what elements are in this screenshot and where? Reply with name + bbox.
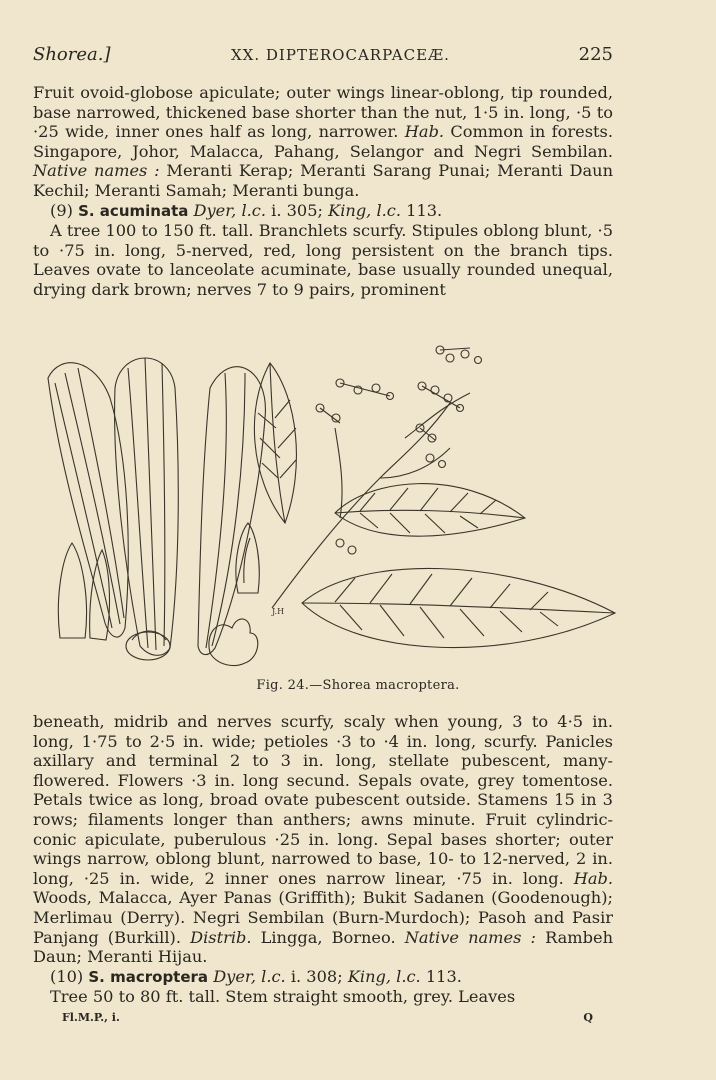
figure-caption: Fig. 24.—Shorea macroptera. xyxy=(256,678,460,693)
paragraph-macroptera-description: Tree 50 to 80 ft. tall. Stem straight smooth, grey. Leaves xyxy=(50,987,516,1007)
illustrator-signature: J.H xyxy=(272,607,285,616)
text-block-bottom xyxy=(33,712,613,1007)
leaf-upper xyxy=(254,363,296,523)
running-head xyxy=(33,44,613,70)
running-head-family: XX. DIPTEROCARPACEÆ. xyxy=(231,46,450,64)
text-block-top xyxy=(33,83,613,300)
paragraph-acuminata-description: A tree 100 to 150 ft. tall. Branchlets scurfy. Stipules oblong blunt, ·5 to ·75 in. long, 5-nerved, red, long persistent on the branch tips. Leaves ovate to lanceolate acuminate, base usually rounded unequal, drying dark brown; nerves 7 to 9 pairs, prominent xyxy=(33,221,613,299)
gathering-letter: Q xyxy=(583,1011,593,1024)
leaf-middle xyxy=(335,484,525,537)
species-heading-macroptera: (10) S. macroptera Dyer, l.c. i. 308; King, l.c. 113. xyxy=(50,966,462,986)
panicle-buds xyxy=(316,346,482,554)
illustration-drawing xyxy=(40,328,620,674)
native-names-label: Native names : xyxy=(33,161,160,181)
fruit-wing-2 xyxy=(115,358,179,655)
hab-label: Hab. xyxy=(573,868,613,888)
paragraph-acuminata-continued: beneath, midrib and nerves scurfy, scaly when young, 3 to 4·5 in. long, 1·75 to 2·5 in. wide; petioles ·3 to ·4 in. long, scurfy. Panicles axillary and terminal 2 to 3 in. long, stellate pubescent, many-flowered. Flowers ·3 in. long secund. Sepals ovate, grey tomentose. Petals twice as long, broad ovate pubescent outside. Stamens 15 in 3 rows; filaments longer than anthers; awns minute. Fruit cylindric-conic apiculate, puberulous ·25 in. long. Sepal bases shorter; outer wings narrow, oblong blunt, narrowed to base, 10- to 12-nerved, 2 in. long, ·25 in. wide, 2 inner ones narrow linear, ·75 in. long. Hab. Woods, Malacca, Ayer Panas (Griffith); Bukit Sadanen (Goodenough); Merlimau (Derry). Negri Sembilan (Burn-Murdoch); Pasoh and Pasir Panjang (Burkill). Distrib. Lingga, Borneo. Native names : Rambeh Daun; Meranti Hijau. xyxy=(33,712,613,967)
leaf-lower xyxy=(302,568,615,647)
signature-mark: Fl.M.P., i. xyxy=(62,1011,120,1024)
species-name: S. macroptera xyxy=(88,967,209,986)
paragraph-fruit-description: Fruit ovoid-globose apiculate; outer wings linear-oblong, tip rounded, base narrowed, thickened base shorter than the nut, 1·5 in. long, ·5 to ·25 wide, inner ones half as long, narrower. Hab. Common in forests. Singapore, Johor, Malacca, Pahang, Selangor and Negri Sembilan. Native names : Meranti Kerap; Meranti Sarang Punai; Meranti Daun Kechil; Meranti Samah; Meranti bunga. xyxy=(33,83,613,200)
species-heading-acuminata: (9) S. acuminata Dyer, l.c. i. 305; King, l.c. 113. xyxy=(50,200,443,220)
branch-stem xyxy=(272,393,470,608)
fruit-side-view xyxy=(58,543,109,640)
fruit-wing-1 xyxy=(48,363,128,637)
page-footer xyxy=(62,1011,593,1029)
hab-label: Hab. xyxy=(404,122,445,142)
running-head-genus: Shorea.] xyxy=(33,44,111,65)
species-name: S. acuminata xyxy=(78,201,189,220)
botanical-illustration xyxy=(40,328,620,674)
native-names-label: Native names : xyxy=(404,927,536,947)
page-number: 225 xyxy=(578,44,613,65)
distrib-label: Distrib. xyxy=(190,927,252,947)
